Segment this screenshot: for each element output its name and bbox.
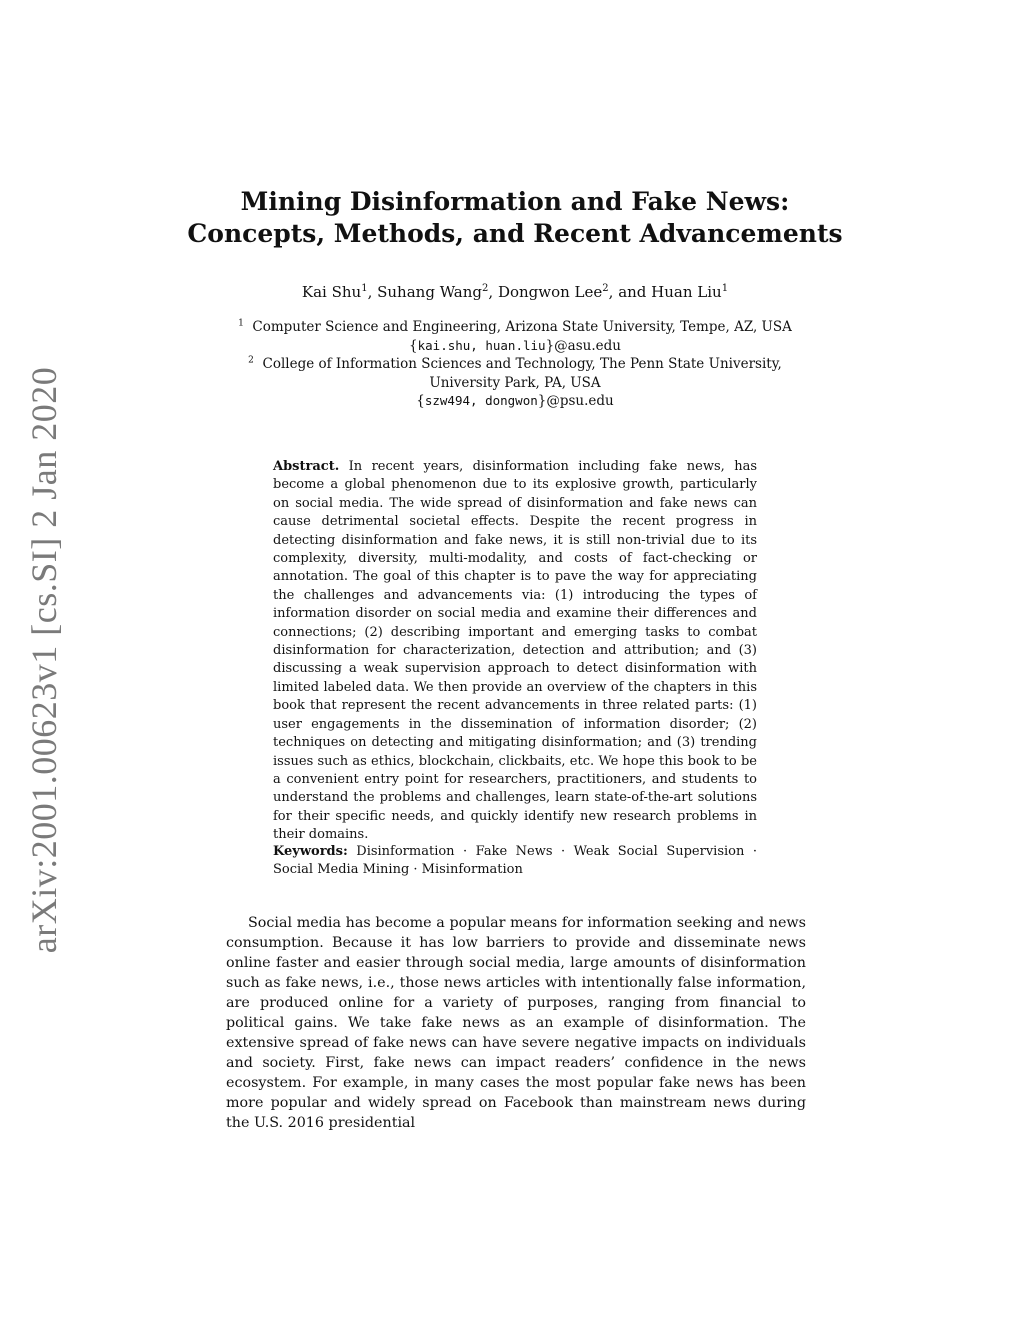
abstract-label: Abstract. xyxy=(273,459,340,474)
author-list xyxy=(160,282,870,302)
body-paragraph: Social media has become a popular means for information seeking and news consumption. Because it has low barriers to provide and disseminate news online faster and easier through social media, large amounts of disinformation such as fake news, i.e., those news articles with intentionally false information, are produced online for a variety of purposes, ranging from financial to political gains. We take fake news as an example of disinformation. The extensive spread of fake news can have severe negative impacts on individuals and society. First, fake news can impact readers’ confidence in the news ecosystem. For example, in many cases the most popular fake news has been more popular and widely spread on Facebook than mainstream news during the U.S. 2016 presidential xyxy=(226,915,806,1131)
email-line-asu xyxy=(160,337,870,356)
author-separator: , xyxy=(488,283,498,301)
paper-title-line-2: Concepts, Methods, and Recent Advancements xyxy=(187,219,843,248)
affiliation-block xyxy=(160,318,870,411)
brace-close: } xyxy=(545,337,555,354)
author-separator: , xyxy=(367,283,378,301)
affiliation-mark: 1 xyxy=(238,318,244,329)
keywords-block xyxy=(273,843,757,880)
arxiv-identifier-stamp: arXiv:2001.00623v1 [cs.SI] 2 Jan 2020 xyxy=(24,366,64,954)
author-name: Dongwon Lee xyxy=(497,283,603,301)
author-name: Kai Shu xyxy=(301,283,362,301)
author-affiliation-mark: 2 xyxy=(602,283,609,294)
brace-close: } xyxy=(537,393,547,409)
affiliation-1 xyxy=(160,318,870,337)
author-affiliation-mark: 2 xyxy=(482,283,489,294)
email-line-psu xyxy=(160,392,870,411)
keywords-label: Keywords: xyxy=(273,844,348,859)
paper-title xyxy=(160,186,870,250)
author-affiliation-mark: 1 xyxy=(721,283,729,294)
email-users: szw494, dongwon xyxy=(424,393,538,408)
author-name: Suhang Wang xyxy=(377,283,483,301)
email-domain: @psu.edu xyxy=(546,393,614,409)
author-separator: , and xyxy=(608,283,652,301)
affiliation-text: Computer Science and Engineering, Arizona State University, Tempe, AZ, USA xyxy=(252,319,792,335)
author-affiliation-mark: 1 xyxy=(361,283,368,294)
affiliation-2 xyxy=(160,355,870,374)
abstract-text: In recent years, disinformation including fake news, has become a global phenomenon due to its explosive growth, particularly on social media. The wide spread of disinformation and fake news can cause detrimental societal effects. Despite the recent progress in detecting disinformation and fake news, it is still non-trivial due to its complexity, diversity, multi-modality, and costs of fact-checking or annotation. The goal of this chapter is to pave the way for appreciating the challenges and advancements via: (1) introducing the types of information disorder on social media and examine their differences and connections; (2) describing important and emerging tasks to combat disinformation for characterization, detection and attribution; and (3) discussing a weak supervision approach to detect disinformation with limited labeled data. We then provide an overview of the chapters in this book that represent the recent advancements in three related parts: (1) user engagements in the dissemination of information disorder; (2) techniques on detecting and mitigating disinformation; and (3) trending issues such as ethics, blockchain, clickbaits, etc. We hope this book to be a convenient entry point for researchers, practitioners, and students to understand the problems and challenges, learn state-of-the-art solutions for their specific needs, and quickly identify new research problems in their domains. xyxy=(273,459,757,843)
author-name: Huan Liu xyxy=(651,283,722,301)
brace-open: { xyxy=(416,393,425,409)
affiliation-mark: 2 xyxy=(248,355,254,366)
paper-title-line-1: Mining Disinformation and Fake News: xyxy=(240,187,790,216)
email-domain: @asu.edu xyxy=(554,337,621,354)
keywords-text: Disinformation · Fake News · Weak Social Supervision · Social Media Mining · Misinformation xyxy=(273,844,757,878)
abstract-block xyxy=(273,458,757,845)
email-users: kai.shu, huan.liu xyxy=(417,337,546,353)
brace-open: { xyxy=(409,337,418,354)
affiliation-text: College of Information Sciences and Technology, The Penn State University, xyxy=(262,356,782,372)
affiliation-2-location: University Park, PA, USA xyxy=(429,374,601,391)
